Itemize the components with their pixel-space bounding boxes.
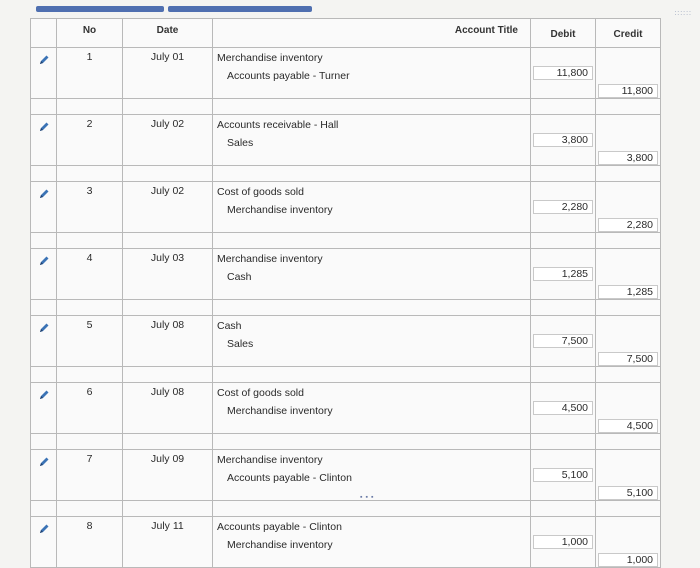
credit-amount[interactable]: 1,285 [598, 285, 658, 299]
journal-row [31, 450, 661, 501]
debit-account[interactable]: Cost of goods sold [217, 387, 304, 399]
entry-date: July 09 [123, 450, 213, 501]
debit-amount[interactable]: 2,280 [533, 200, 593, 214]
debit-account[interactable]: Accounts payable - Clinton [217, 521, 342, 533]
header-no [57, 19, 123, 48]
top-tab-bar [36, 6, 312, 12]
entry-number: 2 [57, 115, 123, 166]
entry-accounts [213, 115, 531, 166]
entry-date: July 02 [123, 115, 213, 166]
credit-cell [596, 115, 661, 166]
debit-amount[interactable]: 4,500 [533, 401, 593, 415]
credit-cell [596, 48, 661, 99]
entry-date: July 03 [123, 249, 213, 300]
pencil-icon[interactable] [38, 121, 50, 133]
pencil-icon[interactable] [38, 255, 50, 267]
row-edit-cell[interactable] [31, 249, 57, 300]
credit-account[interactable]: Cash [227, 271, 252, 283]
debit-cell [531, 450, 596, 501]
entry-date: July 08 [123, 316, 213, 367]
header-no-label: No [82, 25, 97, 36]
entry-accounts [213, 517, 531, 568]
pencil-icon[interactable] [38, 389, 50, 401]
row-edit-cell[interactable] [31, 48, 57, 99]
credit-account[interactable]: Sales [227, 338, 254, 350]
debit-amount[interactable]: 7,500 [533, 334, 593, 348]
pencil-icon[interactable] [38, 54, 50, 66]
debit-cell [531, 383, 596, 434]
entry-date: July 01 [123, 48, 213, 99]
pencil-icon[interactable] [38, 456, 50, 468]
entry-date: July 11 [123, 517, 213, 568]
journal-row [31, 249, 661, 300]
credit-amount[interactable]: 7,500 [598, 352, 658, 366]
debit-amount[interactable]: 3,800 [533, 133, 593, 147]
header-credit-label: Credit [613, 29, 643, 40]
debit-account[interactable]: Merchandise inventory [217, 454, 323, 466]
row-edit-cell[interactable] [31, 450, 57, 501]
journal-row [31, 316, 661, 367]
row-edit-cell[interactable] [31, 383, 57, 434]
row-edit-cell[interactable] [31, 115, 57, 166]
corner-mark: :::::: [674, 10, 692, 17]
credit-account[interactable]: Accounts payable - Clinton [227, 472, 352, 484]
debit-account[interactable]: Merchandise inventory [217, 52, 323, 64]
header-check [31, 19, 57, 48]
credit-account[interactable]: Sales [227, 137, 254, 149]
debit-cell [531, 316, 596, 367]
journal-row [31, 182, 661, 233]
credit-amount[interactable]: 3,800 [598, 151, 658, 165]
header-debit-label: Debit [550, 29, 576, 40]
credit-cell [596, 316, 661, 367]
credit-amount[interactable]: 4,500 [598, 419, 658, 433]
tab-indicator-2[interactable] [168, 6, 312, 12]
credit-cell [596, 182, 661, 233]
spacer-row [31, 233, 661, 249]
debit-cell [531, 48, 596, 99]
spacer-row [31, 99, 661, 115]
entry-number: 7 [57, 450, 123, 501]
entry-accounts [213, 316, 531, 367]
entry-number: 4 [57, 249, 123, 300]
pencil-icon[interactable] [38, 188, 50, 200]
entry-accounts [213, 182, 531, 233]
credit-cell [596, 249, 661, 300]
journal-table [30, 18, 661, 568]
journal-row [31, 383, 661, 434]
header-row [31, 19, 661, 48]
credit-cell [596, 383, 661, 434]
debit-account[interactable]: Cash [217, 320, 242, 332]
row-edit-cell[interactable] [31, 182, 57, 233]
pencil-icon[interactable] [38, 523, 50, 535]
debit-account[interactable]: Cost of goods sold [217, 186, 304, 198]
entry-number: 3 [57, 182, 123, 233]
entry-number: 5 [57, 316, 123, 367]
debit-account[interactable]: Accounts receivable - Hall [217, 119, 339, 131]
debit-account[interactable]: Merchandise inventory [217, 253, 323, 265]
tab-indicator-1[interactable] [36, 6, 164, 12]
credit-amount[interactable]: 11,800 [598, 84, 658, 98]
spacer-row [31, 367, 661, 383]
credit-amount[interactable]: 2,280 [598, 218, 658, 232]
header-account-label: Account Title [454, 25, 518, 36]
header-debit [531, 19, 596, 48]
bottom-partial-text: ▪▪▪ [360, 494, 377, 501]
debit-cell [531, 517, 596, 568]
spacer-row [31, 300, 661, 316]
journal-row [31, 517, 661, 568]
spacer-row [31, 501, 661, 517]
entry-number: 8 [57, 517, 123, 568]
entry-accounts [213, 48, 531, 99]
debit-amount[interactable]: 1,000 [533, 535, 593, 549]
entry-accounts [213, 249, 531, 300]
credit-account[interactable]: Merchandise inventory [227, 539, 333, 551]
header-account-title [213, 19, 531, 48]
credit-amount[interactable]: 5,100 [598, 486, 658, 500]
header-date [123, 19, 213, 48]
debit-cell [531, 182, 596, 233]
journal-row [31, 48, 661, 99]
entry-accounts [213, 450, 531, 501]
spacer-row [31, 166, 661, 182]
entry-date: July 08 [123, 383, 213, 434]
debit-amount[interactable]: 5,100 [533, 468, 593, 482]
entry-date: July 02 [123, 182, 213, 233]
header-credit [596, 19, 661, 48]
entry-accounts [213, 383, 531, 434]
journal-row [31, 115, 661, 166]
debit-cell [531, 249, 596, 300]
pencil-icon[interactable] [38, 322, 50, 334]
credit-account[interactable]: Merchandise inventory [227, 405, 333, 417]
credit-cell [596, 450, 661, 501]
credit-amount[interactable]: 1,000 [598, 553, 658, 567]
spacer-row [31, 434, 661, 450]
row-edit-cell[interactable] [31, 316, 57, 367]
credit-cell [596, 517, 661, 568]
debit-amount[interactable]: 1,285 [533, 267, 593, 281]
debit-cell [531, 115, 596, 166]
entry-number: 1 [57, 48, 123, 99]
debit-amount[interactable]: 11,800 [533, 66, 593, 80]
credit-account[interactable]: Accounts payable - Turner [227, 70, 350, 82]
credit-account[interactable]: Merchandise inventory [227, 204, 333, 216]
header-date-label: Date [156, 25, 179, 36]
row-edit-cell[interactable] [31, 517, 57, 568]
entry-number: 6 [57, 383, 123, 434]
